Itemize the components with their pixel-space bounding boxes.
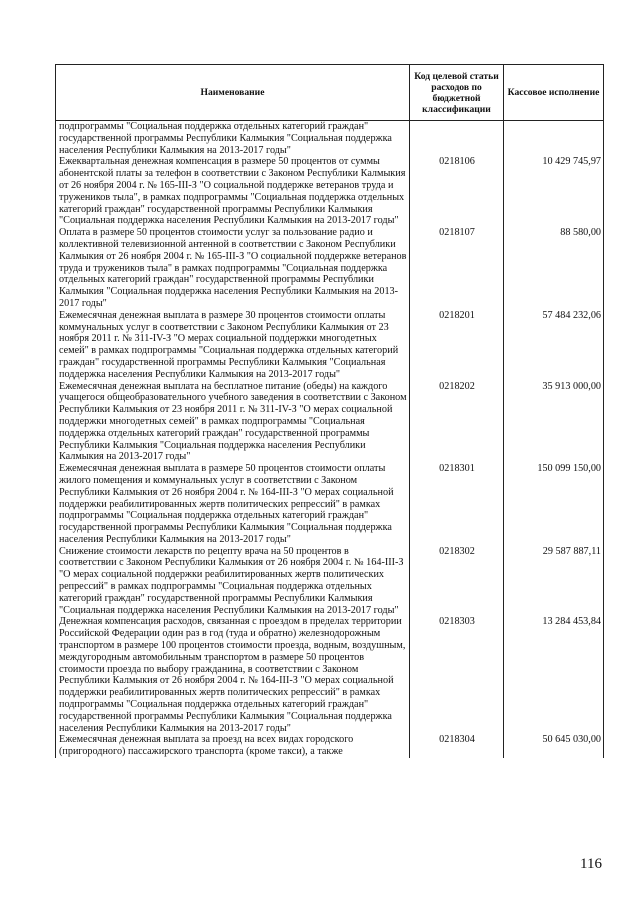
row-amount: 150 099 150,00 (504, 463, 604, 546)
row-name: Ежеквартальная денежная компенсация в размере 50 процентов от суммы абонентской платы за телефон в соответствии с Законом Республики Калмыкия от 26 ноября 2004 г. № 165-III-З "О социальной поддержке ветеранов труда и тружеников тыла", в рамках подпрограммы "Социальная поддержка отдельных категорий граждан" государственной программы Республики Калмыкия "Социальная поддержка населения Республики Калмыкия на 2013-2017 годы" (56, 156, 410, 227)
row-amount: 50 645 030,00 (504, 734, 604, 758)
table-row (56, 616, 604, 734)
row-amount: 57 484 232,06 (504, 310, 604, 381)
row-code: 0218107 (410, 227, 504, 310)
header-amount: Кассовое исполнение (504, 65, 604, 121)
row-amount: 13 284 453,84 (504, 616, 604, 734)
header-code: Код целевой статьи расходов по бюджетной классификации (410, 65, 504, 121)
row-name: Ежемесячная денежная выплата за проезд на всех видах городского (пригородного) пассажирского транспорта (кроме такси), а также (56, 734, 410, 758)
row-code: 0218303 (410, 616, 504, 734)
row-name: Ежемесячная денежная выплата в размере 50 процентов стоимости оплаты жилого помещения и коммунальных услуг в соответствии с Законом Республики Калмыкия от 26 ноября 2004 г. № 164-III-З "О мерах социальной поддержки реабилитированных жертв политических репрессий" в рамках подпрограммы "Социальная поддержка отдельных категорий граждан" государственной программы Республики Калмыкия "Социальная поддержка населения Республики Калмыкия на 2013-2017 годы" (56, 463, 410, 546)
header-name: Наименование (56, 65, 410, 121)
row-name: Снижение стоимости лекарств по рецепту врача на 50 процентов в соответствии с Законом Республики Калмыкия от 26 ноября 2004 г. № 164-III-З "О мерах социальной поддержки реабилитированных жертв политических репрессий" в рамках подпрограммы "Социальная поддержка отдельных категорий граждан" государственной программы Республики Калмыкия "Социальная поддержка населения Республики Калмыкия на 2013-2017 годы" (56, 546, 410, 617)
table-row (56, 546, 604, 617)
table-row (56, 227, 604, 310)
row-amount: 29 587 887,11 (504, 546, 604, 617)
row-code: 0218304 (410, 734, 504, 758)
row-code (410, 121, 504, 157)
table-row (56, 463, 604, 546)
table-row (56, 310, 604, 381)
row-name: Ежемесячная денежная выплата на бесплатное питание (обеды) на каждого учащегося общеобразовательного учебного заведения в соответствии с Законом Республики Калмыкия от 23 ноября 2011 г. № 311-IV-З "О мерах социальной поддержки многодетных семей" в рамках подпрограммы "Социальная поддержка отдельных категорий граждан" государственной программы Республики Калмыкия "Социальная поддержка населения Республики Калмыкия на 2013-2017 годы" (56, 381, 410, 464)
table-row (56, 121, 604, 157)
table-row (56, 156, 604, 227)
row-amount: 10 429 745,97 (504, 156, 604, 227)
row-amount (504, 121, 604, 157)
row-code: 0218106 (410, 156, 504, 227)
row-amount: 88 580,00 (504, 227, 604, 310)
row-code: 0218301 (410, 463, 504, 546)
row-code: 0218202 (410, 381, 504, 464)
row-name: Оплата в размере 50 процентов стоимости услуг за пользование радио и коллективной телевизионной антенной в соответствии с Законом Республики Калмыкия от 26 ноября 2004 г. № 165-III-З "О социальной поддержке ветеранов труда и тружеников тыла" в рамках подпрограммы "Социальная поддержка отдельных категорий граждан" государственной программы Республики Калмыкия "Социальная поддержка населения Республики Калмыкия на 2013-2017 годы" (56, 227, 410, 310)
row-name: Денежная компенсация расходов, связанная с проездом в пределах территории Российской Федерации один раз в год (туда и обратно) железнодорожным транспортом в размере 100 процентов стоимости проезда, водным, воздушным, междугородным автомобильным транспортом в размере 50 процентов стоимости проезда по выбору гражданина, в соответствии с Законом Республики Калмыкия от 26 ноября 2004 г. № 164-III-З "О мерах социальной поддержки реабилитированных жертв политических репрессий" в рамках подпрограммы "Социальная поддержка отдельных категорий граждан" государственной программы Республики Калмыкия "Социальная поддержка населения Республики Калмыкия на 2013-2017 годы" (56, 616, 410, 734)
table-row (56, 734, 604, 758)
table-header-row (56, 65, 604, 121)
row-code: 0218201 (410, 310, 504, 381)
row-name: Ежемесячная денежная выплата в размере 30 процентов стоимости оплаты коммунальных услуг в соответствии с Законом Республики Калмыкия от 23 ноября 2011 г. № 311-IV-З "О мерах социальной поддержки многодетных семей" в рамках подпрограммы "Социальная поддержка отдельных категорий граждан" государственной программы Республики Калмыкия "Социальная поддержка населения Республики Калмыкия на 2013-2017 годы" (56, 310, 410, 381)
budget-execution-table (55, 64, 604, 758)
row-amount: 35 913 000,00 (504, 381, 604, 464)
table-row (56, 381, 604, 464)
row-code: 0218302 (410, 546, 504, 617)
row-name: подпрограммы "Социальная поддержка отдельных категорий граждан" государственной программы Республики Калмыкия "Социальная поддержка населения Республики Калмыкия на 2013-2017 годы" (56, 121, 410, 157)
page-number: 116 (580, 856, 602, 872)
